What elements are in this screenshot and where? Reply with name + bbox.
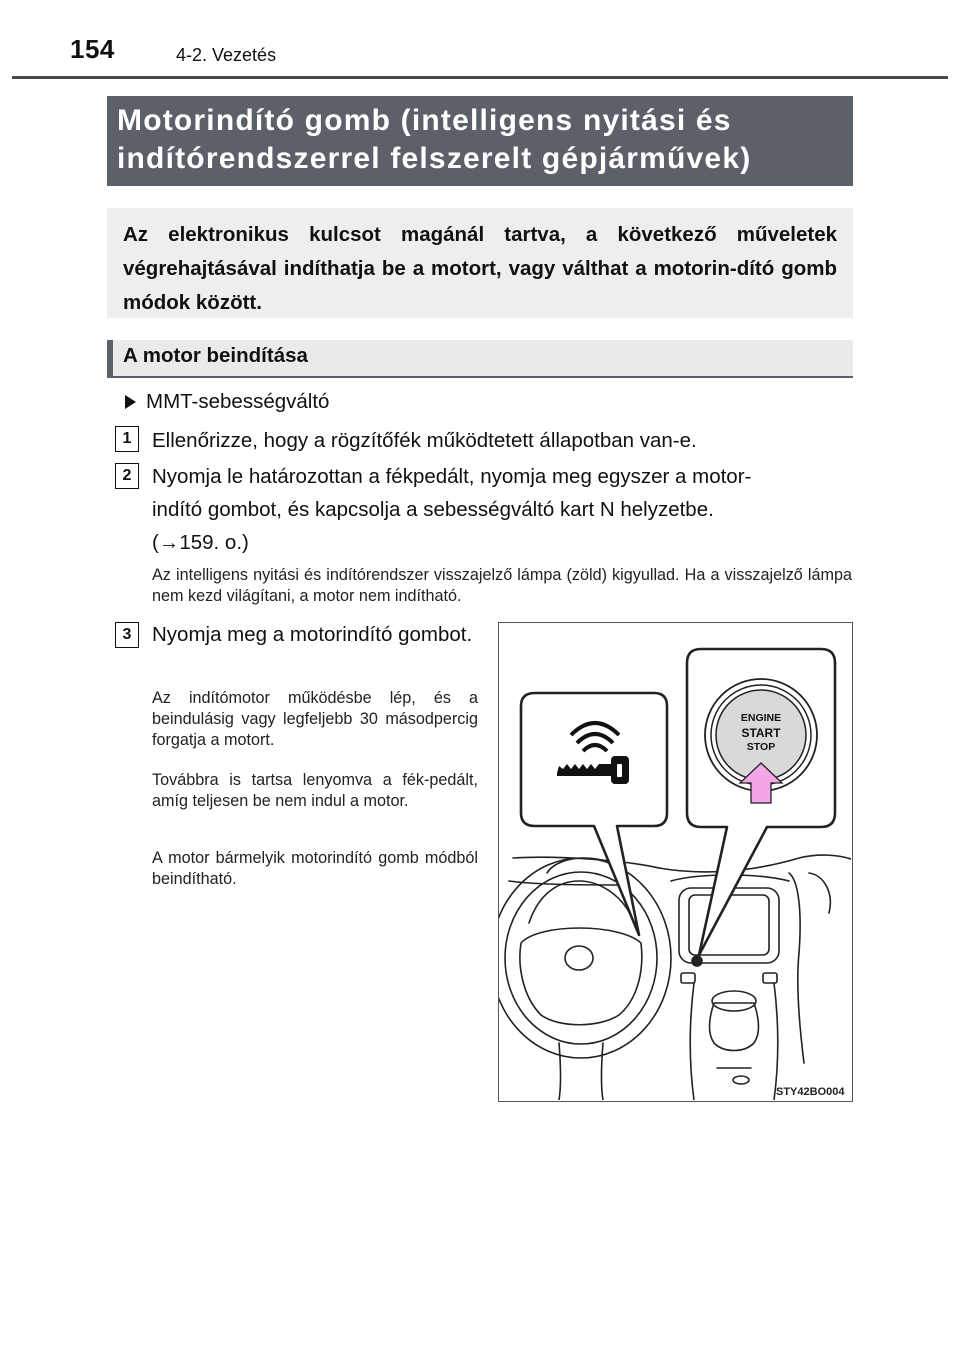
step-3-note-3: A motor bármelyik motorindító gomb módból beindítható. bbox=[152, 849, 478, 888]
section-label: 4-2. Vezetés bbox=[176, 45, 277, 65]
step-2-note: Az intelligens nyitási és indítórendszer visszajelző lámpa (zöld) kigyullad. Ha a visszajelző lámpa nem kezd világítani, a motor nem indítható. bbox=[152, 566, 852, 605]
step-3-note-2: Továbbra is tartsa lenyomva a fék-pedált, amíg teljesen be nem indul a motor. bbox=[152, 771, 478, 810]
step-number-3: 3 bbox=[115, 622, 139, 648]
steering-wheel-icon bbox=[499, 858, 671, 1058]
button-text-line-3: STOP bbox=[746, 741, 776, 753]
transmission-text: MMT-sebességváltó bbox=[146, 390, 330, 413]
button-text-line-1: ENGINE bbox=[740, 712, 782, 724]
transmission-label bbox=[125, 390, 329, 414]
title-line-2: indítórendszerrel felszerelt gépjárművek) bbox=[117, 142, 752, 175]
step-3-note-1: Az indítómotor működésbe lép, és a beindulásig vagy legfeljebb 30 másodpercig forgatja a motort. bbox=[152, 689, 478, 749]
gear-shift-icon bbox=[709, 1003, 758, 1051]
step-3-text: Nyomja meg a motorindító gombot. bbox=[152, 623, 473, 646]
step-number-1: 1 bbox=[115, 426, 139, 452]
step-number-2: 2 bbox=[115, 463, 139, 489]
triangle-bullet-icon bbox=[125, 395, 136, 409]
step-2-text bbox=[152, 460, 852, 559]
dashboard-illustration bbox=[499, 623, 851, 1100]
header-divider bbox=[12, 76, 948, 79]
intro-text: Az elektronikus kulcsot magánál tartva, a következő műveletek végrehajtásával indíthatja be a motort, vagy válthat a motorin-dító gomb módok között. bbox=[107, 208, 853, 318]
subheading: A motor beindítása bbox=[107, 340, 853, 378]
step-1-text: Ellenőrizze, hogy a rögzítőfék működtetett állapotban van-e. bbox=[152, 429, 697, 452]
page-number: 154 bbox=[70, 34, 115, 64]
button-text-line-2: START bbox=[741, 726, 781, 740]
figure-code: STY42BO004 bbox=[776, 1086, 845, 1098]
step-2-line-2: indító gombot, és kapcsolja a sebességváltó kart N helyzetbe. bbox=[152, 498, 714, 521]
dashboard-figure bbox=[498, 622, 853, 1102]
page-title bbox=[107, 96, 853, 186]
title-line-1: Motorindító gomb (intelligens nyitási és bbox=[117, 104, 732, 137]
step-2-line-1: Nyomja le határozottan a fékpedált, nyomja meg egyszer a motor- bbox=[152, 465, 752, 488]
step-2-line-3: (→159. o.) bbox=[152, 531, 249, 554]
